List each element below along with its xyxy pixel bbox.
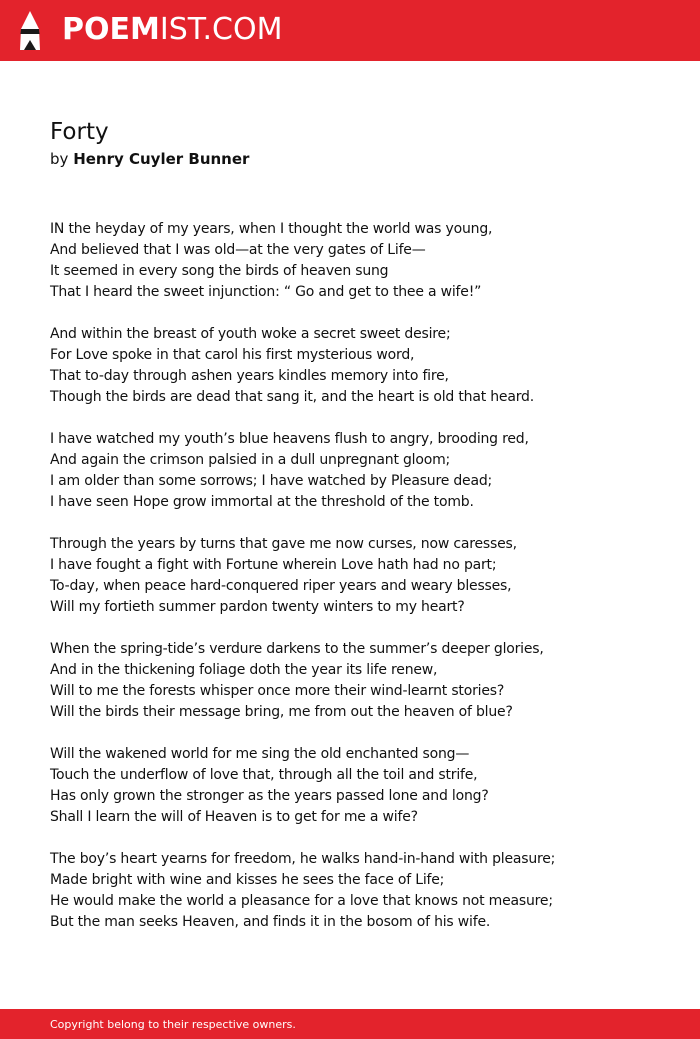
poem-line: Will my fortieth summer pardon twenty winters to my heart? bbox=[50, 599, 465, 615]
logo-light-text: IST.COM bbox=[159, 12, 283, 47]
poem-stanza bbox=[50, 744, 680, 828]
poem-author: Henry Cuyler Bunner bbox=[73, 150, 250, 168]
poem-line: Shall I learn the will of Heaven is to get for me a wife? bbox=[50, 809, 418, 825]
logo-strong-text: POEM bbox=[62, 12, 160, 47]
site-footer bbox=[0, 1009, 700, 1039]
poem-line: To-day, when peace hard-conquered riper years and weary blesses, bbox=[50, 578, 512, 594]
poem-line: And in the thickening foliage doth the year its life renew, bbox=[50, 662, 438, 678]
poem-line: I have seen Hope grow immortal at the threshold of the tomb. bbox=[50, 494, 474, 510]
copyright-text: Copyright belong to their respective owners. bbox=[50, 1018, 296, 1031]
poem-stanza bbox=[50, 429, 680, 513]
poem-line: And within the breast of youth woke a secret sweet desire; bbox=[50, 326, 451, 342]
poem-stanza bbox=[50, 639, 680, 723]
site-logo[interactable] bbox=[62, 11, 282, 49]
poem-line: Touch the underflow of love that, through all the toil and strife, bbox=[50, 767, 478, 783]
poem-line: I am older than some sorrows; I have watched by Pleasure dead; bbox=[50, 473, 493, 489]
poem-stanza bbox=[50, 324, 680, 408]
poem-line: Has only grown the stronger as the years passed lone and long? bbox=[50, 788, 489, 804]
poem-stanza bbox=[50, 534, 680, 618]
poem-line: And believed that I was old—at the very gates of Life— bbox=[50, 242, 426, 258]
poem-stanza bbox=[50, 849, 680, 933]
pen-nib-icon bbox=[18, 10, 42, 52]
poem-line: Though the birds are dead that sang it, and the heart is old that heard. bbox=[50, 389, 534, 405]
poem-line: He would make the world a pleasance for a love that knows not measure; bbox=[50, 893, 553, 909]
poem-line: Made bright with wine and kisses he sees the face of Life; bbox=[50, 872, 445, 888]
poem-title: Forty bbox=[50, 119, 109, 145]
poem-line: Will the wakened world for me sing the old enchanted song— bbox=[50, 746, 470, 762]
poem-line: I have fought a fight with Fortune wherein Love hath had no part; bbox=[50, 557, 497, 573]
poem-line: That I heard the sweet injunction: “ Go and get to thee a wife!” bbox=[50, 284, 482, 300]
site-header bbox=[0, 0, 700, 61]
poem-line: When the spring-tide’s verdure darkens to the summer’s deeper glories, bbox=[50, 641, 544, 657]
poem-line: That to-day through ashen years kindles memory into fire, bbox=[50, 368, 449, 384]
poem-line: Through the years by turns that gave me now curses, now caresses, bbox=[50, 536, 517, 552]
poem-stanza bbox=[50, 219, 680, 303]
poem-line: Will to me the forests whisper once more their wind-learnt stories? bbox=[50, 683, 505, 699]
poem-line: Will the birds their message bring, me from out the heaven of blue? bbox=[50, 704, 513, 720]
poem-line: IN the heyday of my years, when I thought the world was young, bbox=[50, 221, 493, 237]
poem-line: And again the crimson palsied in a dull unpregnant gloom; bbox=[50, 452, 451, 468]
poem-body bbox=[50, 219, 680, 954]
poem-byline bbox=[50, 149, 249, 169]
poem-line: It seemed in every song the birds of heaven sung bbox=[50, 263, 389, 279]
poem-line: I have watched my youth’s blue heavens flush to angry, brooding red, bbox=[50, 431, 529, 447]
byline-prefix: by bbox=[50, 150, 69, 168]
poem-line: For Love spoke in that carol his first mysterious word, bbox=[50, 347, 415, 363]
poem-line: But the man seeks Heaven, and finds it in the bosom of his wife. bbox=[50, 914, 491, 930]
poem-line: The boy’s heart yearns for freedom, he walks hand-in-hand with pleasure; bbox=[50, 851, 556, 867]
